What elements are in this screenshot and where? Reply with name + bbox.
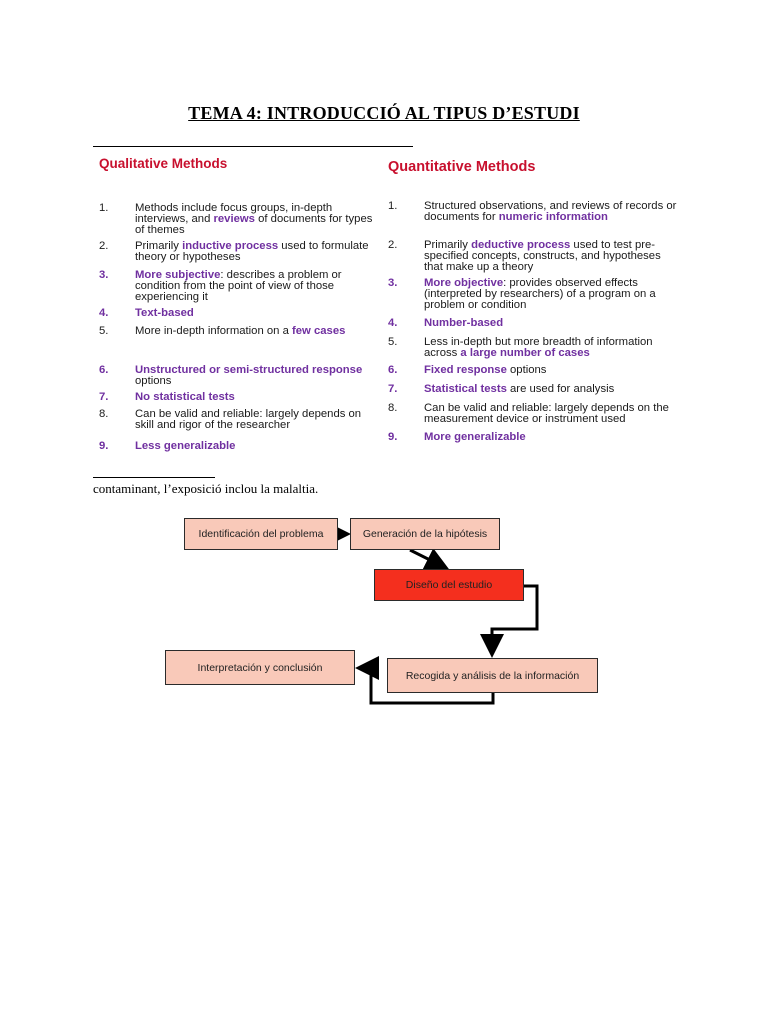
item-number: 1. bbox=[388, 200, 398, 212]
item-number: 4. bbox=[99, 307, 109, 319]
identificacion-box: Identificación del problema bbox=[184, 518, 338, 550]
highlight-text: More objective bbox=[424, 277, 504, 289]
item-number: 8. bbox=[388, 402, 398, 414]
recogida-box: Recogida y análisis de la información bbox=[387, 658, 598, 693]
highlight-text: Less generalizable bbox=[135, 440, 236, 452]
item-number: 5. bbox=[388, 336, 398, 348]
arrow-generacion-to-diseno bbox=[410, 550, 444, 567]
page-title: TEMA 4: INTRODUCCIÓ AL TIPUS D’ESTUDI bbox=[188, 103, 580, 123]
footnote-text: contaminant, l’exposició inclou la malaltia. bbox=[93, 481, 319, 496]
generacion-box: Generación de la hipótesis bbox=[350, 518, 500, 550]
plain-text: Can be valid and reliable: largely depends on the measurement device or instrument used bbox=[424, 402, 669, 425]
highlight-text: numeric information bbox=[498, 211, 608, 223]
highlight-text: More subjective bbox=[135, 269, 221, 281]
qualitative-heading: Qualitative Methods bbox=[99, 156, 228, 171]
highlight-text: Unstructured or semi-structured response bbox=[135, 364, 363, 376]
plain-text: Primarily bbox=[135, 240, 183, 252]
item-number: 6. bbox=[388, 364, 398, 376]
highlight-text: Statistical tests bbox=[424, 383, 507, 395]
item-number: 6. bbox=[99, 364, 109, 376]
item-number: 7. bbox=[99, 391, 109, 403]
plain-text: of documents for types of themes bbox=[135, 213, 373, 236]
item-number: 2. bbox=[99, 240, 109, 252]
highlight-text: No statistical tests bbox=[135, 391, 235, 403]
highlight-text: More generalizable bbox=[424, 431, 526, 443]
highlight-text: few cases bbox=[292, 325, 346, 337]
highlight-text: Fixed response bbox=[424, 364, 507, 376]
item-number: 1. bbox=[99, 202, 109, 214]
interpretacion-box: Interpretación y conclusión bbox=[165, 650, 355, 685]
plain-text: used to formulate theory or hypotheses bbox=[135, 240, 369, 263]
highlight-text: deductive process bbox=[471, 239, 571, 251]
plain-text: : describes a problem or condition from the point of view of those experiencing it bbox=[135, 269, 342, 303]
plain-text: used to test pre-specified concepts, constructs, and hypotheses that make up a theory bbox=[424, 239, 661, 273]
plain-text: More in-depth information on a bbox=[135, 325, 292, 337]
highlight-text: Text-based bbox=[135, 307, 194, 319]
highlight-text: inductive process bbox=[182, 240, 279, 252]
item-number: 9. bbox=[99, 440, 109, 452]
plain-text: are used for analysis bbox=[506, 383, 615, 395]
item-number: 3. bbox=[388, 277, 398, 289]
plain-text: Can be valid and reliable: largely depends on skill and rigor of the researcher bbox=[135, 408, 362, 431]
item-number: 2. bbox=[388, 239, 398, 251]
quantitative-heading: Quantitative Methods bbox=[388, 159, 536, 175]
plain-text: Methods include focus groups, in-depth interviews, and bbox=[135, 202, 333, 225]
diseno-box: Diseño del estudio bbox=[374, 569, 524, 601]
item-number: 3. bbox=[99, 269, 109, 281]
highlight-text: Number-based bbox=[424, 317, 504, 329]
highlight-text: a large number of cases bbox=[460, 347, 590, 359]
plain-text: options bbox=[506, 364, 547, 376]
plain-text: : provides observed effects (interpreted by researchers) of a program on a problem or condition bbox=[424, 277, 656, 311]
item-number: 4. bbox=[388, 317, 398, 329]
plain-text: Less in-depth but more breadth of information across bbox=[424, 336, 653, 359]
item-number: 8. bbox=[99, 408, 109, 420]
item-number: 7. bbox=[388, 383, 398, 395]
plain-text: options bbox=[135, 375, 172, 387]
plain-text: Structured observations, and reviews of records or documents for bbox=[424, 200, 677, 223]
item-number: 5. bbox=[99, 325, 109, 337]
highlight-text: reviews bbox=[213, 213, 255, 225]
plain-text: Primarily bbox=[424, 239, 472, 251]
item-number: 9. bbox=[388, 431, 398, 443]
